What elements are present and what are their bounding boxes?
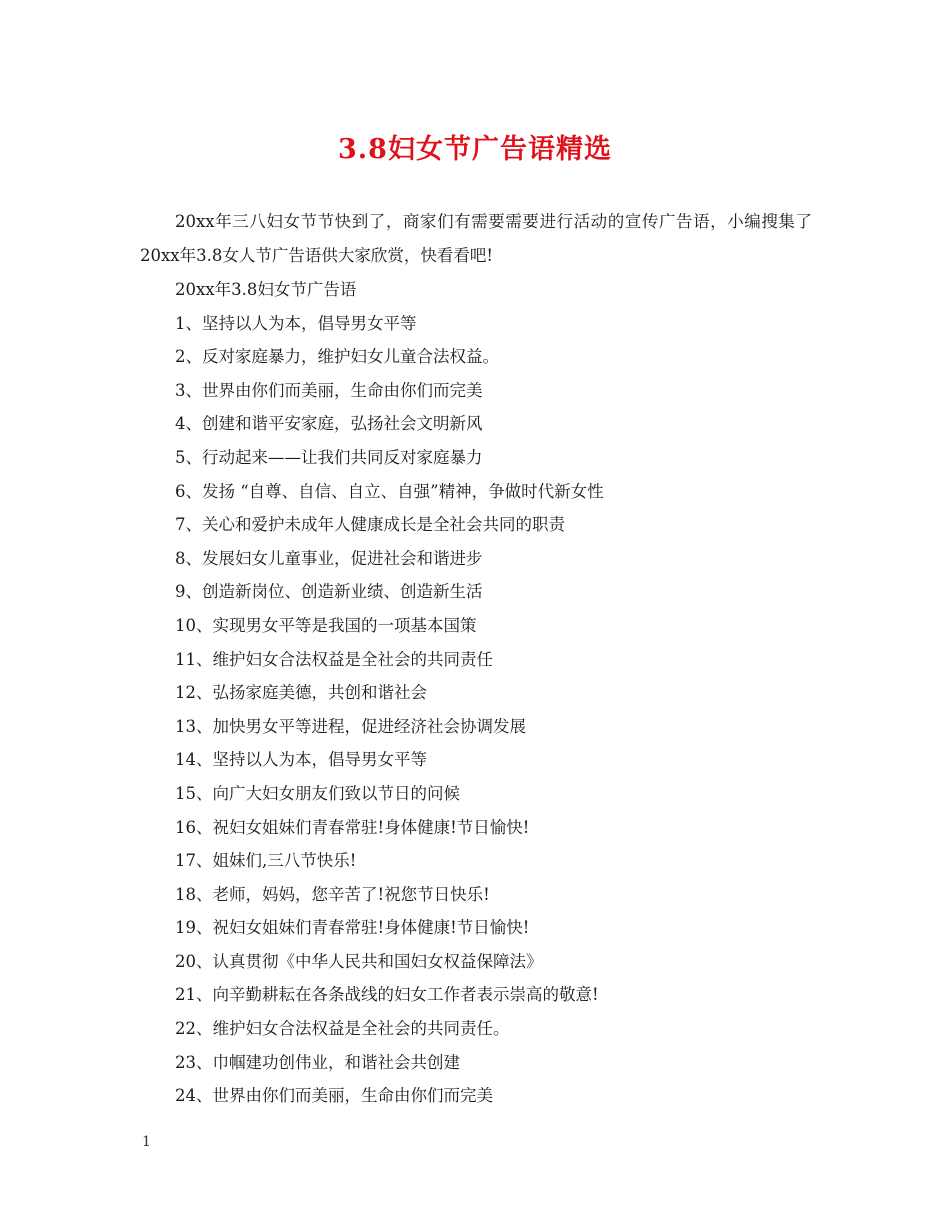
slogan-item: 22、维护妇女合法权益是全社会的共同责任。 [175, 1019, 510, 1039]
intro-paragraph: 20xx年三八妇女节节快到了，商家们有需要需要进行活动的宣传广告语，小编搜集了20xx年3.8女人节广告语供大家欣赏，快看看吧! [140, 212, 812, 265]
slogan-item: 23、巾帼建功创伟业，和谐社会共创建 [175, 1052, 460, 1072]
slogan-item: 12、弘扬家庭美德，共创和谐社会 [175, 683, 427, 703]
slogan-item: 13、加快男女平等进程，促进经济社会协调发展 [175, 716, 526, 736]
slogan-item: 17、姐妹们,三八节快乐! [175, 851, 357, 871]
slogan-item: 14、坚持以人为本，倡导男女平等 [175, 750, 427, 770]
slogan-item: 10、实现男女平等是我国的一项基本国策 [175, 615, 477, 635]
slogan-item: 6、发扬 “自尊、自信、自立、自强”精神，争做时代新女性 [175, 481, 604, 501]
slogan-item: 2、反对家庭暴力，维护妇女儿童合法权益。 [175, 347, 499, 367]
slogan-item: 9、创造新岗位、创造新业绩、创造新生活 [175, 582, 483, 602]
slogan-item: 19、祝妇女姐妹们青春常驻!身体健康!节日愉快! [175, 918, 530, 938]
subheading: 20xx年3.8妇女节广告语 [175, 280, 357, 299]
slogan-item: 15、向广大妇女朋友们致以节日的问候 [175, 783, 460, 803]
slogan-item: 20、认真贯彻《中华人民共和国妇女权益保障法》 [175, 951, 543, 971]
slogan-item: 16、祝妇女姐妹们青春常驻!身体健康!节日愉快! [175, 817, 530, 837]
page-number: 1 [142, 1134, 151, 1150]
slogan-item: 1、坚持以人为本，倡导男女平等 [175, 313, 417, 333]
slogan-item: 5、行动起来——让我们共同反对家庭暴力 [175, 447, 483, 467]
slogan-item: 8、发展妇女儿童事业，促进社会和谐进步 [175, 548, 483, 568]
slogan-item: 21、向辛勤耕耘在各条战线的妇女工作者表示崇高的敬意! [175, 985, 599, 1005]
slogan-list [140, 307, 812, 1113]
slogan-item: 18、老师，妈妈，您辛苦了!祝您节日快乐! [175, 884, 490, 904]
slogan-item: 3、世界由你们而美丽，生命由你们而完美 [175, 380, 483, 400]
slogan-item: 24、世界由你们而美丽，生命由你们而完美 [175, 1086, 493, 1106]
slogan-item: 7、关心和爱护未成年人健康成长是全社会共同的职责 [175, 515, 565, 535]
document-title: 3.8妇女节广告语精选 [338, 134, 612, 165]
slogan-item: 4、创建和谐平安家庭，弘扬社会文明新风 [175, 414, 483, 434]
document-body [140, 205, 812, 1113]
slogan-item: 11、维护妇女合法权益是全社会的共同责任 [175, 649, 493, 669]
